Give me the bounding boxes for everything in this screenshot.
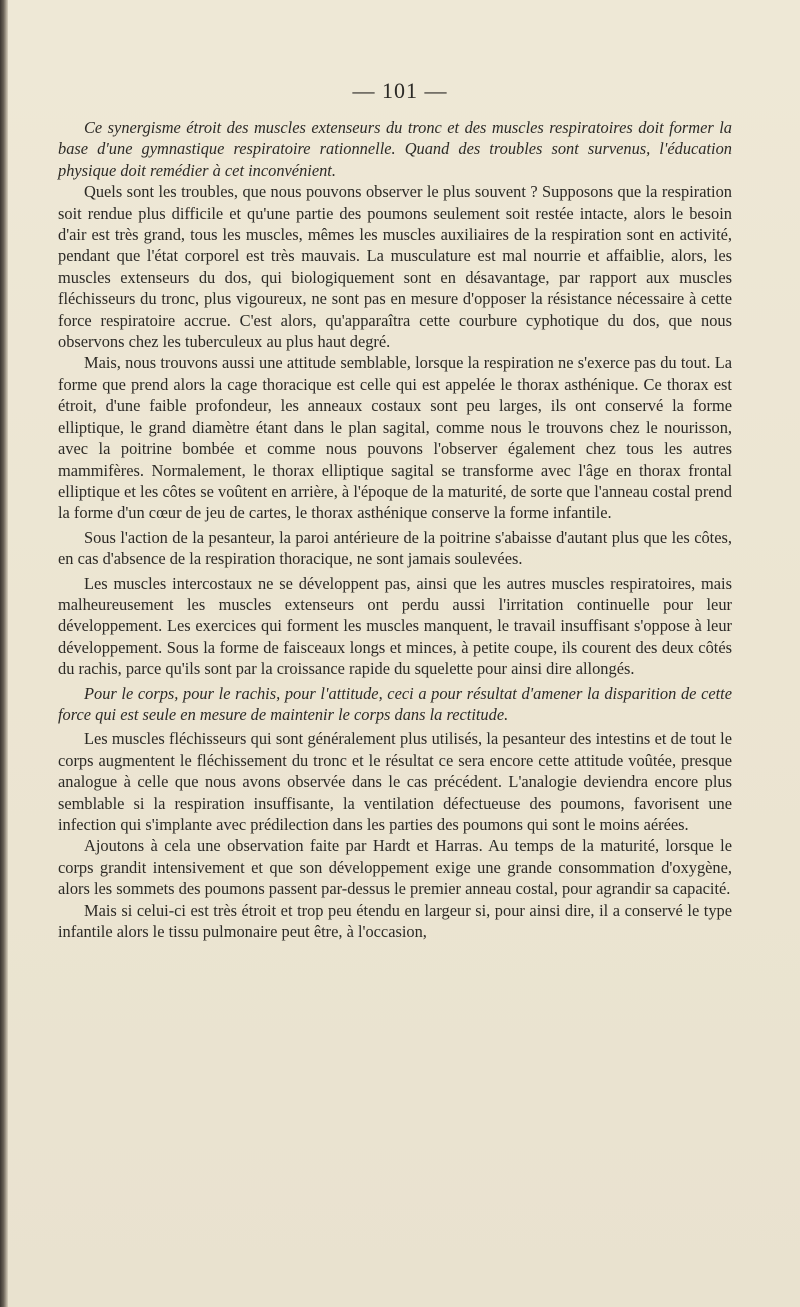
paragraph-1: Ce synergisme étroit des muscles extenseurs du tronc et des muscles respiratoires doit former la base d'une gymnastique respiratoire rationnelle. Quand des troubles sont survenus, l'éducation physique doit remédier à cet inconvénient.: [58, 118, 732, 180]
paragraph-4: Sous l'action de la pesanteur, la paroi antérieure de la poitrine s'abaisse d'autant plus que les côtes, en cas d'absence de la respiration thoracique, ne sont jamais soulevées.: [58, 527, 732, 569]
paragraph-2: Quels sont les troubles, que nous pouvons observer le plus souvent ? Supposons que la respiration soit rendue plus difficile et qu'une partie des poumons seulement soit restée intacte, alors le besoin d'air est très grand, tous les muscles, mêmes les muscles auxiliaires de la respiration sont en activité, pendant que l'état corporel est très mauvais. La musculature est mal nourrie et affaiblie, alors, les muscles extenseurs du dos, qui biologiquement sont en désavantage, par rapport aux muscles fléchisseurs du tronc, plus vigoureux, ne sont pas en mesure d'opposer la résistance nécessaire à cette force respiratoire accrue. C'est alors, qu'apparaîtra cette courbure cyphotique du dos, que nous observons chez les tuberculeux au plus haut degré.: [58, 182, 732, 352]
paragraph-6: Pour le corps, pour le rachis, pour l'attitude, ceci a pour résultat d'amener la disparition de cette force qui est seule en mesure de maintenir le corps dans la rectitude.: [58, 683, 732, 724]
paragraph-9: Mais si celui-ci est très étroit et trop peu étendu en largeur si, pour ainsi dire, il a conservé le type infantile alors le tissu pulmonaire peut être, à l'occasion,: [58, 900, 732, 942]
body-text: [58, 117, 732, 942]
paragraph-8: Ajoutons à cela une observation faite par Hardt et Harras. Au temps de la maturité, lorsque le corps grandit intensivement et que son développement exige une grande consommation d'oxygène, alors les sommets des poumons passent par-dessus le premier anneau costal, pour agrandir sa capacité.: [58, 836, 732, 899]
paragraph-5: Les muscles intercostaux ne se développent pas, ainsi que les autres muscles respiratoires, mais malheureusement les muscles extenseurs ont perdu aussi l'irritation continuelle pour leur développement. Les exercices qui forment les muscles manquent, le travail insuffisant s'oppose à leur développement. Sous la forme de faisceaux longs et minces, à petite coupe, ils courent des deux côtés du rachis, parce qu'ils sont par la croissance rapide du squelette pour ainsi dire allongés.: [58, 573, 732, 679]
page-number: — 101 —: [352, 78, 448, 103]
paragraph-7: Les muscles fléchisseurs qui sont généralement plus utilisés, la pesanteur des intestins et de tout le corps augmentent le fléchissement du tronc et le résultat ce sera encore cette attitude voûtée, presque analogue à celle que nous avons observée dans le cas précédent. L'analogie deviendra encore plus semblable si la respiration insuffisante, la ventilation défectueuse des poumons, favorisent une infection qui s'implante avec prédilection dans les parties des poumons qui sont le moins aérées.: [58, 729, 732, 834]
paragraph-3: Mais, nous trouvons aussi une attitude semblable, lorsque la respiration ne s'exerce pas du tout. La forme que prend alors la cage thoracique est celle qui est appelée le thorax asthénique. Ce thorax est étroit, d'une faible profondeur, les anneaux costaux sont peu larges, ils ont conservé la forme elliptique, le grand diamètre étant dans le plan sagital, comme nous le trouvons chez le nourisson, avec la poitrine bombée et comme nous pouvons l'observer également chez tous les autres mammifères. Normalement, le thorax elliptique sagital se transforme avec l'âge en thorax frontal elliptique et les côtes se voûtent en arrière, à l'époque de la maturité, de sorte que l'anneau costal prend la forme d'un cœur de jeu de cartes, le thorax asthénique conserve la forme infantile.: [58, 353, 732, 523]
page-binding-edge: [0, 0, 8, 1307]
